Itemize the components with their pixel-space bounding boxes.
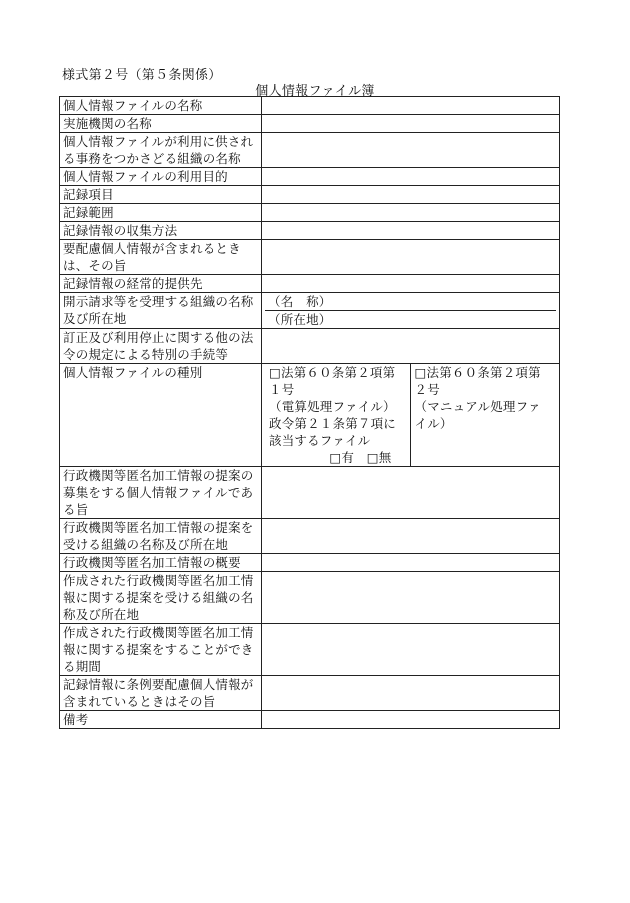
row-value-anon-summary[interactable] <box>262 554 560 572</box>
row-value-anon-receiving-org[interactable] <box>262 519 560 554</box>
option-electronic-title: □法第６０条第２項第１号 <box>269 365 396 397</box>
table-row <box>60 97 560 115</box>
row-value-regular-recipients[interactable] <box>262 275 560 293</box>
table-row <box>60 186 560 204</box>
disclosure-subtable <box>265 293 556 328</box>
disclosure-name-field[interactable]: （名 称） <box>265 293 556 311</box>
option-electronic-rule: 政令第２１条第７項に該当するファイル <box>269 416 397 448</box>
row-label-anon-created-org: 作成された行政機関等匿名加工情報に関する提案を受ける組織の名称及び所在地 <box>60 572 262 624</box>
row-label-anon-receiving-org: 行政機関等匿名加工情報の提案を受ける組織の名称及び所在地 <box>60 519 262 554</box>
row-value-collection-method[interactable] <box>262 222 560 240</box>
table-row <box>60 572 560 624</box>
row-value-ordinance-sensitive[interactable] <box>262 676 560 711</box>
table-row <box>60 133 560 168</box>
row-value-special-procedures[interactable] <box>262 329 560 364</box>
option-manual-title: □法第６０条第２項第２号 <box>414 365 541 397</box>
table-row <box>60 711 560 729</box>
row-value-anon-solicitation[interactable] <box>262 467 560 519</box>
row-value-sensitive-info[interactable] <box>262 240 560 275</box>
table-row <box>60 204 560 222</box>
row-value-disclosure-org <box>262 293 560 329</box>
table-row <box>60 115 560 133</box>
row-label-file-name: 個人情報ファイルの名称 <box>60 97 262 115</box>
row-label-anon-proposal-period: 作成された行政機関等匿名加工情報に関する提案をすることができる期間 <box>60 624 262 676</box>
row-label-record-scope: 記録範囲 <box>60 204 262 222</box>
row-value-agency-name[interactable] <box>262 115 560 133</box>
disclosure-address-field[interactable]: （所在地） <box>268 312 332 327</box>
table-row <box>60 554 560 572</box>
row-label-remarks: 備考 <box>60 711 262 729</box>
row-label-purpose: 個人情報ファイルの利用目的 <box>60 168 262 186</box>
option-electronic-checkboxes[interactable]: □有 □無 <box>329 450 392 465</box>
option-manual-sub: （マニュアル処理ファイル） <box>414 399 541 431</box>
row-label-sensitive-info: 要配慮個人情報が含まれるときは、その旨 <box>60 240 262 275</box>
row-value-anon-created-org[interactable] <box>262 572 560 624</box>
table-row <box>60 168 560 186</box>
row-value-anon-proposal-period[interactable] <box>262 624 560 676</box>
row-label-disclosure-org: 開示請求等を受理する組織の名称及び所在地 <box>60 293 262 329</box>
ledger-table <box>59 96 560 729</box>
table-row <box>60 624 560 676</box>
row-value-record-scope[interactable] <box>262 204 560 222</box>
row-label-record-items: 記録項目 <box>60 186 262 204</box>
row-label-ordinance-sensitive: 記録情報に条例要配慮個人情報が含まれているときはその旨 <box>60 676 262 711</box>
row-value-remarks[interactable] <box>262 711 560 729</box>
row-value-responsible-org[interactable] <box>262 133 560 168</box>
table-row <box>60 240 560 275</box>
row-label-special-procedures: 訂正及び利用停止に関する他の法令の規定による特別の手続等 <box>60 329 262 364</box>
table-row <box>60 293 560 329</box>
table-row <box>60 275 560 293</box>
form-number: 様式第２号（第５条関係） <box>62 68 222 83</box>
row-label-anon-solicitation: 行政機関等匿名加工情報の提案の募集をする個人情報ファイルである旨 <box>60 467 262 519</box>
row-value-file-type <box>262 364 560 467</box>
file-type-option-electronic[interactable] <box>265 364 411 466</box>
row-value-file-name[interactable] <box>262 97 560 115</box>
table-row <box>60 676 560 711</box>
option-electronic-sub: （電算処理ファイル） <box>269 399 396 414</box>
row-label-file-type: 個人情報ファイルの種別 <box>60 364 262 467</box>
table-row <box>60 364 560 467</box>
table-row <box>60 467 560 519</box>
table-row <box>60 222 560 240</box>
row-label-collection-method: 記録情報の収集方法 <box>60 222 262 240</box>
row-value-record-items[interactable] <box>262 186 560 204</box>
row-label-anon-summary: 行政機関等匿名加工情報の概要 <box>60 554 262 572</box>
table-row <box>60 329 560 364</box>
row-value-purpose[interactable] <box>262 168 560 186</box>
file-type-option-manual[interactable] <box>411 364 557 466</box>
form-title: 個人情報ファイル簿 <box>255 84 375 99</box>
row-label-regular-recipients: 記録情報の経常的提供先 <box>60 275 262 293</box>
row-label-responsible-org: 個人情報ファイルが利用に供される事務をつかさどる組織の名称 <box>60 133 262 168</box>
table-row <box>60 519 560 554</box>
row-label-agency-name: 実施機関の名称 <box>60 115 262 133</box>
